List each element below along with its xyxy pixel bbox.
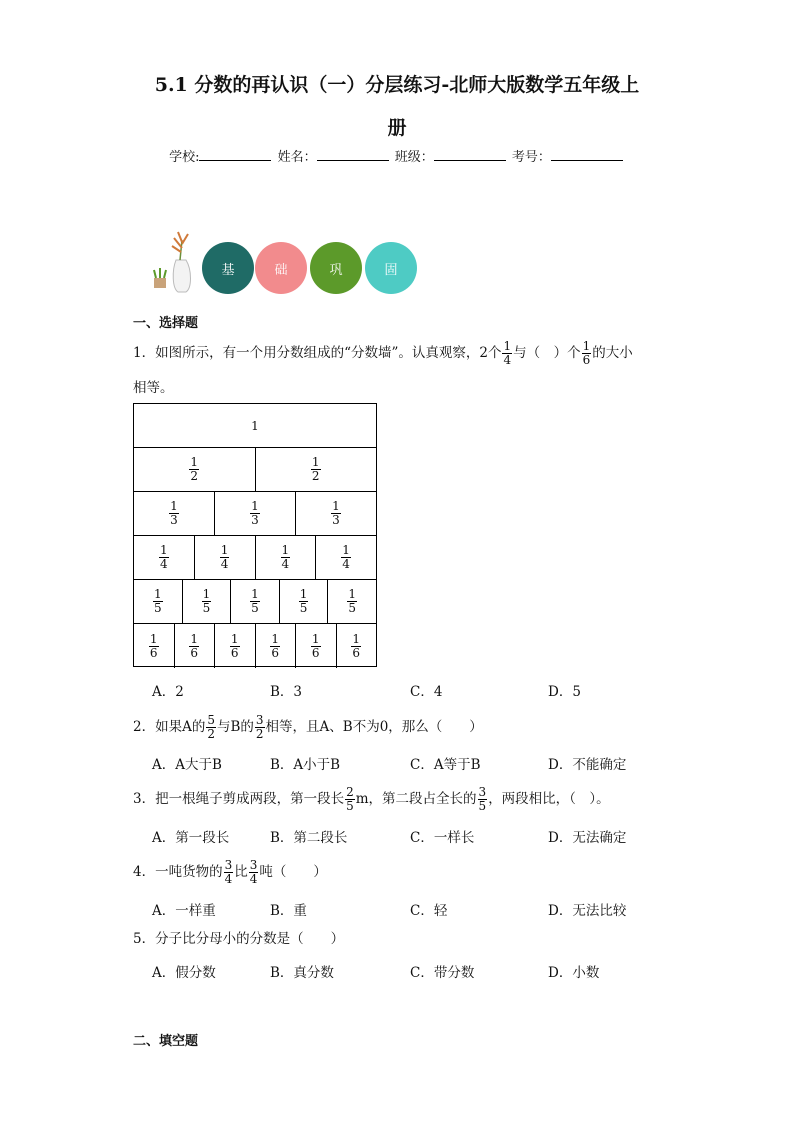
wall-row-sixths <box>134 624 376 668</box>
fraction: $\frac{1}{5}$ <box>348 587 356 615</box>
q2-option-c[interactable]: C．A等于B <box>410 757 481 773</box>
wall-cell-fraction <box>231 580 280 623</box>
student-info-line <box>0 146 794 165</box>
fraction: $\frac{1}{6}$ <box>149 631 158 660</box>
fraction: $\frac{3}{4}$ <box>224 858 233 886</box>
q5-option-b[interactable]: B．真分数 <box>270 965 334 981</box>
wall-cell-fraction <box>195 536 256 579</box>
fraction: $\frac{1}{4}$ <box>503 339 512 367</box>
wall-cell-fraction <box>215 492 296 535</box>
wall-cell-fraction <box>256 624 297 668</box>
fraction: $\frac{2}{5}$ <box>346 785 354 813</box>
q1-option-c[interactable]: C．4 <box>410 684 443 700</box>
wall-cell-whole: 1 <box>251 418 259 433</box>
q3-option-a[interactable]: A．第一段长 <box>152 830 230 846</box>
q4-option-c[interactable]: C．轻 <box>410 903 448 919</box>
fraction: $\frac{3}{4}$ <box>249 858 258 886</box>
q2-option-b[interactable]: B．A小于B <box>270 757 341 773</box>
question-4: 4．一吨货物的 $\frac{3}{4}$ 比 $\frac{3}{4}$ 吨（ ） <box>133 858 327 886</box>
question-3: 3．把一根绳子剪成两段，第一段长 $\frac{2}{5}$ m，第二段占全长的 $\frac{3}{5}$ ，两段相比，（ ）。 <box>133 785 610 813</box>
wall-cell-fraction <box>134 492 215 535</box>
fraction: $\frac{1}{4}$ <box>342 543 350 571</box>
q1-option-b[interactable]: B．3 <box>270 684 303 700</box>
fraction: $\frac{1}{4}$ <box>220 543 229 571</box>
wall-cell-fraction <box>280 580 329 623</box>
badge-gu: 固 <box>365 242 417 294</box>
number-label: 考号： <box>511 150 551 165</box>
wall-row-halves <box>134 448 376 492</box>
q5-option-c[interactable]: C．带分数 <box>410 965 475 981</box>
q2-option-a[interactable]: A．A大于B <box>152 757 222 773</box>
name-field[interactable] <box>317 148 389 161</box>
badge-chu: 础 <box>255 242 307 294</box>
fraction: $\frac{1}{5}$ <box>202 587 211 615</box>
class-label: 班级： <box>394 150 434 165</box>
school-field[interactable] <box>199 148 271 161</box>
fraction: $\frac{5}{2}$ <box>207 713 215 741</box>
section-heading-fill: 二、填空题 <box>133 1034 199 1049</box>
wall-cell-fraction <box>337 624 377 668</box>
fraction: $\frac{3}{2}$ <box>255 713 264 741</box>
q4-option-b[interactable]: B．重 <box>270 903 307 919</box>
wall-cell-fraction <box>296 492 376 535</box>
school-label: 学校: <box>169 150 200 165</box>
document-title-continued: 册 <box>387 117 407 139</box>
question-1-line2: 相等。 <box>133 380 174 396</box>
fraction: $\frac{1}{2}$ <box>190 455 199 483</box>
wall-row-quarters <box>134 536 376 580</box>
wall-cell-fraction <box>134 448 256 491</box>
fraction: $\frac{1}{6}$ <box>190 631 199 660</box>
q4-option-a[interactable]: A．一样重 <box>152 903 216 919</box>
question-1: 1．如图所示，有一个用分数组成的“分数墙”。认真观察，2个 $\frac{1}{4}$ 与（ ）个 $\frac{1}{6}$ 的大小 <box>133 339 633 367</box>
q3-option-c[interactable]: C．一样长 <box>410 830 475 846</box>
fraction: $\frac{1}{5}$ <box>153 587 162 615</box>
fraction: $\frac{1}{5}$ <box>299 587 308 615</box>
fraction: $\frac{1}{4}$ <box>281 543 290 571</box>
question-5: 5．分子比分母小的分数是（ ） <box>133 931 345 947</box>
wall-cell-fraction <box>296 624 337 668</box>
plant-vase-icon <box>150 230 196 296</box>
fraction: $\frac{1}{4}$ <box>160 543 168 571</box>
q1-option-d[interactable]: D．5 <box>548 684 581 700</box>
fraction: $\frac{1}{6}$ <box>311 631 320 660</box>
q1-option-a[interactable]: A．2 <box>152 684 184 700</box>
fraction-wall <box>133 403 377 667</box>
wall-cell-fraction <box>256 536 317 579</box>
wall-row-fifths <box>134 580 376 624</box>
name-label: 姓名： <box>277 150 317 165</box>
wall-cell-fraction <box>183 580 232 623</box>
fraction: $\frac{1}{5}$ <box>251 587 259 615</box>
fraction: $\frac{1}{6}$ <box>582 339 591 367</box>
wall-cell-fraction <box>215 624 256 668</box>
q2-option-d[interactable]: D．不能确定 <box>548 757 627 773</box>
number-field[interactable] <box>551 148 623 161</box>
fraction: $\frac{1}{3}$ <box>251 499 259 527</box>
badge-gong: 巩 <box>310 242 362 294</box>
section-heading-choice: 一、选择题 <box>133 316 199 331</box>
q5-option-d[interactable]: D．小数 <box>548 965 600 981</box>
wall-cell-fraction <box>328 580 376 623</box>
document-title: 5.1 分数的再认识（一）分层练习-北师大版数学五年级上 <box>154 74 640 96</box>
wall-cell-fraction <box>134 624 175 668</box>
fraction: $\frac{1}{6}$ <box>271 631 280 660</box>
fraction: $\frac{3}{5}$ <box>478 785 487 813</box>
badge-ji: 基 <box>202 242 254 294</box>
q3-option-b[interactable]: B．第二段长 <box>270 830 348 846</box>
wall-cell-fraction <box>134 580 183 623</box>
q5-option-a[interactable]: A．假分数 <box>152 965 216 981</box>
wall-row-thirds <box>134 492 376 536</box>
fraction: $\frac{1}{3}$ <box>332 499 340 527</box>
wall-cell-fraction <box>175 624 216 668</box>
q3-option-d[interactable]: D．无法确定 <box>548 830 627 846</box>
q4-option-d[interactable]: D．无法比较 <box>548 903 627 919</box>
fraction: $\frac{1}{3}$ <box>170 499 178 527</box>
wall-cell-fraction <box>134 536 195 579</box>
wall-cell-fraction <box>316 536 376 579</box>
class-field[interactable] <box>434 148 506 161</box>
fraction: $\frac{1}{6}$ <box>230 631 239 660</box>
fraction: $\frac{1}{6}$ <box>352 631 361 660</box>
question-2: 2．如果A的 $\frac{5}{2}$ 与B的 $\frac{3}{2}$ 相等，且A、B不为0，那么（ ） <box>133 713 483 741</box>
fraction: $\frac{1}{2}$ <box>311 455 320 483</box>
wall-cell-fraction <box>256 448 377 491</box>
